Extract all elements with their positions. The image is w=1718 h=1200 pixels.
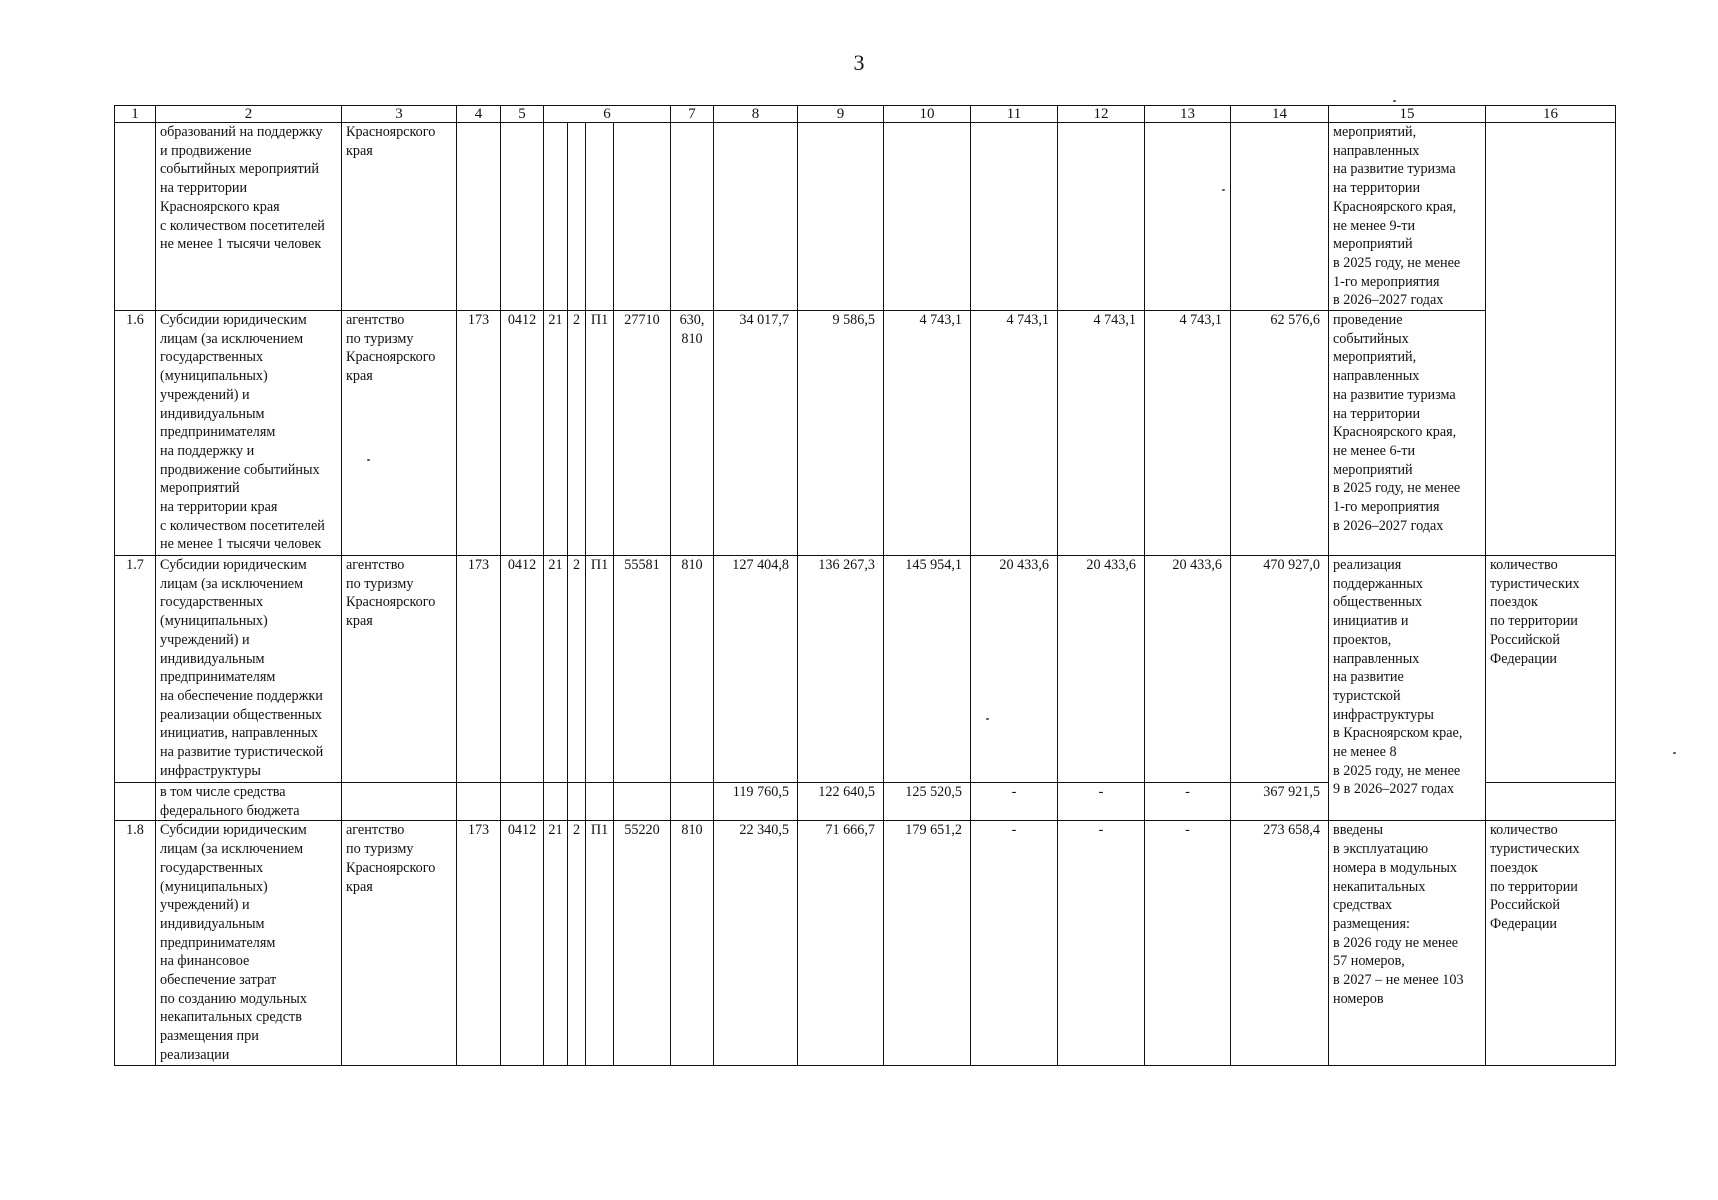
header-cell-12: 12 bbox=[1058, 106, 1145, 123]
cell-c9: 122 640,5 bbox=[798, 783, 884, 821]
cell-c9: 9 586,5 bbox=[798, 311, 884, 556]
cell-c7: 630, 810 bbox=[671, 311, 714, 556]
cell-c6c bbox=[586, 123, 614, 311]
table-row-1-7 bbox=[115, 556, 1616, 783]
cell-c12: - bbox=[1058, 821, 1145, 1066]
cell-c10: 125 520,5 bbox=[884, 783, 971, 821]
header-cell-6: 6 bbox=[544, 106, 671, 123]
header-cell-14: 14 bbox=[1231, 106, 1329, 123]
cell-c14: 367 921,5 bbox=[1231, 783, 1329, 821]
cell-c10: 145 954,1 bbox=[884, 556, 971, 783]
budget-table bbox=[114, 105, 1616, 1066]
scan-speck bbox=[1222, 189, 1225, 191]
cell-c6c: П1 bbox=[586, 821, 614, 1066]
header-cell-5: 5 bbox=[501, 106, 544, 123]
row-indicator bbox=[1486, 123, 1616, 556]
cell-c6b: 2 bbox=[568, 311, 586, 556]
scan-speck bbox=[986, 718, 989, 720]
cell-c7 bbox=[671, 783, 714, 821]
row-num: 1.7 bbox=[115, 556, 156, 783]
header-cell-4: 4 bbox=[457, 106, 501, 123]
cell-c6b bbox=[568, 123, 586, 311]
cell-c11: - bbox=[971, 821, 1058, 1066]
cell-c9: 71 666,7 bbox=[798, 821, 884, 1066]
header-cell-10: 10 bbox=[884, 106, 971, 123]
cell-c11: 20 433,6 bbox=[971, 556, 1058, 783]
cell-c12: 20 433,6 bbox=[1058, 556, 1145, 783]
cell-c6a: 21 bbox=[544, 821, 568, 1066]
cell-c6b: 2 bbox=[568, 556, 586, 783]
cell-c6a bbox=[544, 123, 568, 311]
scan-speck bbox=[1393, 100, 1396, 102]
table-row-continuation bbox=[115, 123, 1616, 311]
row-num: 1.6 bbox=[115, 311, 156, 556]
row-name: Субсидии юридическим лицам (за исключением государственных (муниципальных) учреждений) и индивидуальным предпринимателям на обеспечение поддержки реализации общественных инициатив, направленных на развитие туристической инфраструктуры bbox=[156, 556, 342, 783]
cell-c7: 810 bbox=[671, 821, 714, 1066]
cell-c5 bbox=[501, 123, 544, 311]
cell-c6a bbox=[544, 783, 568, 821]
header-cell-15: 15 bbox=[1329, 106, 1486, 123]
cell-c6b: 2 bbox=[568, 821, 586, 1066]
cell-c10: 4 743,1 bbox=[884, 311, 971, 556]
header-cell-3: 3 bbox=[342, 106, 457, 123]
cell-c6d: 55220 bbox=[614, 821, 671, 1066]
row-indicator bbox=[1486, 783, 1616, 821]
cell-c5: 0412 bbox=[501, 821, 544, 1066]
row-result: проведение событийных мероприятий, направленных на развитие туризма на территории Красноярского края, не менее 6-ти мероприятий в 2025 году, не менее 1-го мероприятия в 2026–2027 годах bbox=[1329, 311, 1486, 556]
row-num bbox=[115, 783, 156, 821]
header-row bbox=[115, 106, 1616, 123]
cell-c5: 0412 bbox=[501, 311, 544, 556]
row-agency: агентство по туризму Красноярского края bbox=[342, 821, 457, 1066]
row-result: реализация поддержанных общественных инициатив и проектов, направленных на развитие туристской инфраструктуры в Красноярском крае, не менее 8 в 2025 году, не менее 9 в 2026–2027 годах bbox=[1329, 556, 1486, 821]
cell-c11 bbox=[971, 123, 1058, 311]
cell-c14: 273 658,4 bbox=[1231, 821, 1329, 1066]
cell-c9 bbox=[798, 123, 884, 311]
cell-c13: - bbox=[1145, 821, 1231, 1066]
scan-speck bbox=[367, 459, 370, 461]
cell-c6d bbox=[614, 783, 671, 821]
header-cell-1: 1 bbox=[115, 106, 156, 123]
row-agency: агентство по туризму Красноярского края bbox=[342, 311, 457, 556]
row-result: мероприятий, направленных на развитие туризма на территории Красноярского края, не менее 9-ти мероприятий в 2025 году, не менее 1-го мероприятия в 2026–2027 годах bbox=[1329, 123, 1486, 311]
cell-c8: 119 760,5 bbox=[714, 783, 798, 821]
cell-c12: - bbox=[1058, 783, 1145, 821]
cell-c9: 136 267,3 bbox=[798, 556, 884, 783]
cell-c7: 810 bbox=[671, 556, 714, 783]
page-number: 3 bbox=[853, 50, 865, 75]
cell-c4: 173 bbox=[457, 311, 501, 556]
row-indicator: количество туристических поездок по территории Российской Федерации bbox=[1486, 556, 1616, 783]
header-cell-9: 9 bbox=[798, 106, 884, 123]
cell-c8: 34 017,7 bbox=[714, 311, 798, 556]
cell-c13: 4 743,1 bbox=[1145, 311, 1231, 556]
row-name: Субсидии юридическим лицам (за исключением государственных (муниципальных) учреждений) и индивидуальным предпринимателям на поддержку и продвижение событийных мероприятий на территории края с количеством посетителей не менее 1 тысячи человек bbox=[156, 311, 342, 556]
row-num: 1.8 bbox=[115, 821, 156, 1066]
cell-c13: 20 433,6 bbox=[1145, 556, 1231, 783]
row-name: в том числе средства федерального бюджета bbox=[156, 783, 342, 821]
cell-c13 bbox=[1145, 123, 1231, 311]
cell-c13: - bbox=[1145, 783, 1231, 821]
cell-c14: 470 927,0 bbox=[1231, 556, 1329, 783]
cell-c12 bbox=[1058, 123, 1145, 311]
cell-c10: 179 651,2 bbox=[884, 821, 971, 1066]
cell-c6c bbox=[586, 783, 614, 821]
cell-c7 bbox=[671, 123, 714, 311]
header-cell-16: 16 bbox=[1486, 106, 1616, 123]
scan-speck bbox=[1673, 752, 1676, 754]
header-cell-13: 13 bbox=[1145, 106, 1231, 123]
row-result: введены в эксплуатацию номера в модульных некапитальных средствах размещения: в 2026 году не менее 57 номеров, в 2027 – не менее 103 номеров bbox=[1329, 821, 1486, 1066]
cell-c6b bbox=[568, 783, 586, 821]
header-cell-7: 7 bbox=[671, 106, 714, 123]
cell-c6c: П1 bbox=[586, 556, 614, 783]
cell-c11: 4 743,1 bbox=[971, 311, 1058, 556]
cell-c10 bbox=[884, 123, 971, 311]
header-cell-2: 2 bbox=[156, 106, 342, 123]
cell-c5: 0412 bbox=[501, 556, 544, 783]
cell-c4 bbox=[457, 783, 501, 821]
header-cell-8: 8 bbox=[714, 106, 798, 123]
table-row-1-8 bbox=[115, 821, 1616, 1066]
row-name: образований на поддержку и продвижение событийных мероприятий на территории Красноярского края с количеством посетителей не менее 1 тысячи человек bbox=[156, 123, 342, 311]
cell-c4: 173 bbox=[457, 821, 501, 1066]
cell-c6c: П1 bbox=[586, 311, 614, 556]
cell-c6d: 55581 bbox=[614, 556, 671, 783]
cell-c14: 62 576,6 bbox=[1231, 311, 1329, 556]
table-row-1-6 bbox=[115, 311, 1616, 556]
cell-c14 bbox=[1231, 123, 1329, 311]
header-cell-11: 11 bbox=[971, 106, 1058, 123]
row-name: Субсидии юридическим лицам (за исключением государственных (муниципальных) учреждений) и индивидуальным предпринимателям на финансовое обеспечение затрат по созданию модульных некапитальных средств размещения при реализации bbox=[156, 821, 342, 1066]
cell-c6d: 27710 bbox=[614, 311, 671, 556]
cell-c4: 173 bbox=[457, 556, 501, 783]
cell-c6d bbox=[614, 123, 671, 311]
row-agency bbox=[342, 783, 457, 821]
cell-c11: - bbox=[971, 783, 1058, 821]
row-agency: агентство по туризму Красноярского края bbox=[342, 556, 457, 783]
row-indicator: количество туристических поездок по территории Российской Федерации bbox=[1486, 821, 1616, 1066]
cell-c6a: 21 bbox=[544, 311, 568, 556]
cell-c6a: 21 bbox=[544, 556, 568, 783]
row-agency: Красноярского края bbox=[342, 123, 457, 311]
cell-c8: 127 404,8 bbox=[714, 556, 798, 783]
cell-c8 bbox=[714, 123, 798, 311]
row-num bbox=[115, 123, 156, 311]
cell-c4 bbox=[457, 123, 501, 311]
cell-c8: 22 340,5 bbox=[714, 821, 798, 1066]
cell-c12: 4 743,1 bbox=[1058, 311, 1145, 556]
cell-c5 bbox=[501, 783, 544, 821]
